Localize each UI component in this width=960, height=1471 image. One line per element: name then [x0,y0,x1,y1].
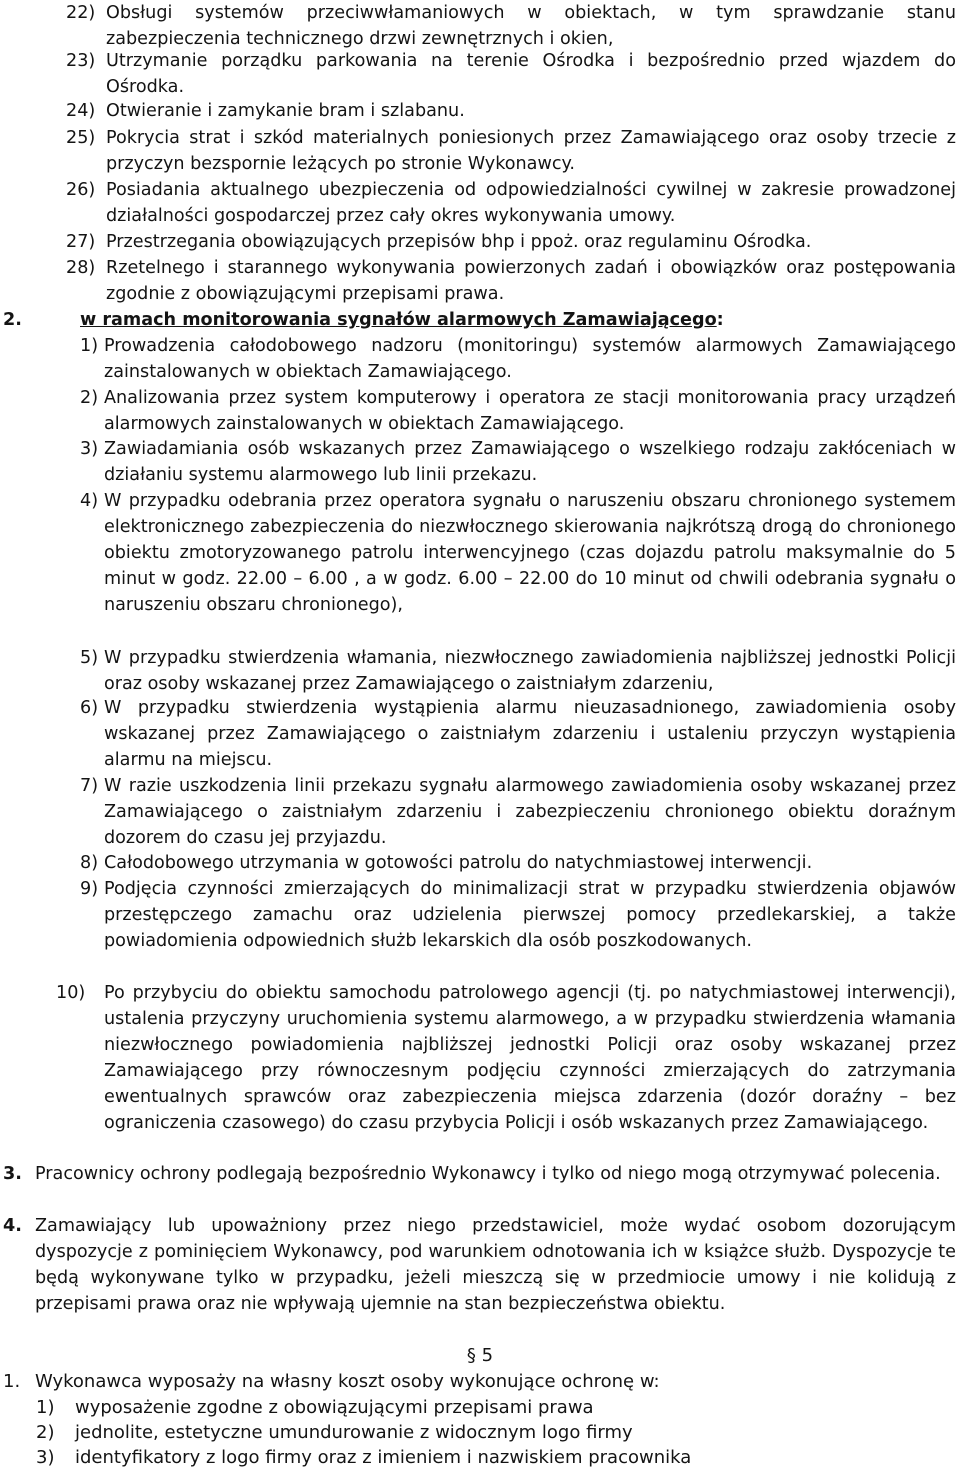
list-item [66,177,956,229]
item-number: 1) [80,336,99,356]
list-item [80,850,956,876]
point-4 [3,1213,956,1317]
section-number: 5 [481,1345,494,1366]
list-item [66,125,956,177]
point-number: 2. [3,310,22,330]
item-number: 25) [66,128,96,148]
point-number: 4. [3,1216,22,1236]
item-number: 6) [80,698,99,718]
item-text: Rzetelnego i starannego wykonywania powierzonych zadań i obowiązków oraz postępowania zgodnie z obowiązującymi przepisami prawa. [106,258,956,304]
list-item [80,876,956,954]
item-number: 26) [66,180,96,200]
list-item [66,48,956,100]
item-number: 9) [80,879,99,899]
item-text: identyfikatory z logo firmy oraz z imieniem i nazwiskiem pracownika [75,1447,692,1468]
list-item [80,436,956,488]
item-number: 3) [80,439,99,459]
point-text: Zamawiający lub upoważniony przez niego przedstawiciel, może wydać osobom dozorującym dyspozycje z pominięciem Wykonawcy, pod warunkiem odnotowania ich w książce służb. Dyspozycje te będą wykonywane tylko w przypadku, jeżeli mieszczą się w przedmiocie umowy i nie kolidują z przepisami prawa oraz nie wpływają ujemnie na stan bezpieczeństwa obiektu. [35,1216,956,1314]
heading-colon: : [716,310,724,330]
point-text: Pracownicy ochrony podlegają bezpośrednio Wykonawcy i tylko od niego mogą otrzymywać polecenia. [35,1164,941,1184]
point-text: Wykonawca wyposaży na własny koszt osoby wykonujące ochronę w: [35,1371,660,1392]
list-item [66,255,956,307]
item-text: Utrzymanie porządku parkowania na terenie Ośrodka i bezpośrednio przed wjazdem do Ośrodka. [106,51,956,97]
item-text: jednolite, estetyczne umundurowanie z widocznym logo firmy [75,1422,633,1443]
point-2-heading [3,307,956,333]
point-3 [3,1161,956,1187]
list-item [80,385,956,437]
paragraph-symbol: § [466,1345,476,1366]
item-number: 28) [66,258,96,278]
item-number: 27) [66,232,96,252]
item-number: 3) [36,1447,55,1468]
item-number: 8) [80,853,99,873]
item-number: 22) [66,3,96,23]
item-number: 1) [36,1397,55,1418]
item-text: Pokrycia strat i szkód materialnych poniesionych przez Zamawiającego oraz osoby trzecie z przyczyn bezspornie leżących po stronie Wykonawcy. [106,128,956,174]
item-text: wyposażenie zgodne z obowiązującymi przepisami prawa [75,1397,594,1418]
item-text: W przypadku odebrania przez operatora sygnału o naruszeniu obszaru chronionego systemem elektronicznego zabezpieczenia do niezwłocznego skierowania najkrótszą drogą do chronionego obiektu zmotoryzowanego patrolu interwencyjnego (czas dojazdu patrolu maksymalnie do 5 minut w godz. 22.00 – 6.00 , a w godz. 6.00 – 22.00 do 10 minut od chwili odebrania sygnału o naruszeniu obszaru chronionego), [104,491,956,615]
item-text: Zawiadamiania osób wskazanych przez Zamawiającego o wszelkiego rodzaju zakłóceniach w działaniu systemu alarmowego lub linii przekazu. [104,439,956,485]
item-text: Prowadzenia całodobowego nadzoru (monitoringu) systemów alarmowych Zamawiającego zainstalowanych w obiektach Zamawiającego. [104,336,956,382]
item-number: 2) [80,388,99,408]
list-item [66,98,956,124]
list-item [66,229,956,255]
section-heading: w ramach monitorowania sygnałów alarmowych Zamawiającego [80,310,717,330]
point-number: 1. [3,1371,21,1392]
item-text: Podjęcia czynności zmierzających do minimalizacji strat w przypadku stwierdzenia objawów przestępczego zamachu oraz udzielenia pierwszej pomocy przedlekarskiej, a także powiadomienia odpowiednich służb lekarskich dla osób poszkodowanych. [104,879,956,951]
list-item [80,695,956,773]
item-number: 10) [56,983,86,1003]
item-number: 4) [80,491,99,511]
item-text: Posiadania aktualnego ubezpieczenia od odpowiedzialności cywilnej w zakresie prowadzonej działalności gospodarczej przez cały okres wykonywania umowy. [106,180,956,226]
item-text: Analizowania przez system komputerowy i operatora ze stacji monitorowania pracy urządzeń alarmowych zainstalowanych w obiektach Zamawiającego. [104,388,956,434]
list-item [80,488,956,618]
item-text: W przypadku stwierdzenia włamania, niezwłocznego zawiadomienia najbliższej jednostki Policji oraz osoby wskazanej przez Zamawiającego o zaistniałym zdarzeniu, [104,648,956,694]
item-text: Po przybyciu do obiektu samochodu patrolowego agencji (tj. po natychmiastowej interwencji), ustalenia przyczyny uruchomienia systemu alarmowego, a w przypadku stwierdzenia włamania niezwłocznego powiadomienia najbliższej jednostki Policji oraz osoby wskazanej przez Zamawiającego przy równoczesnym podjęciu czynności zmierzających do zatrzymania ewentualnych sprawców oraz zabezpieczenia miejsca zdarzenia (dozór doraźny – bez ograniczenia czasowego) do czasu przybycia Policji i osób wskazanych przez Zamawiającego. [104,983,956,1133]
item-number: 24) [66,101,96,121]
list-item [80,773,956,851]
item-number: 7) [80,776,99,796]
point-number: 3. [3,1164,22,1184]
item-number: 23) [66,51,96,71]
item-number: 5) [80,648,99,668]
item-text: Przestrzegania obowiązujących przepisów bhp i ppoż. oraz regulaminu Ośrodka. [106,232,812,252]
list-item [80,333,956,385]
list-item [66,0,956,52]
item-text: W przypadku stwierdzenia wystąpienia alarmu nieuzasadnionego, zawiadomienia osoby wskazanej przez Zamawiającego o zaistniałym zdarzeniu i ustaleniu przyczyn wystąpienia alarmu na miejscu. [104,698,956,770]
list-item [80,645,956,697]
item-text: Obsługi systemów przeciwwłamaniowych w obiektach, w tym sprawdzanie stanu zabezpieczenia technicznego drzwi zewnętrznych i okien, [106,3,956,49]
item-text: Otwieranie i zamykanie bram i szlabanu. [106,101,465,121]
item-number: 2) [36,1422,55,1443]
section-heading-5 [0,1343,960,1369]
item-text: Całodobowego utrzymania w gotowości patrolu do natychmiastowej interwencji. [104,853,813,873]
list-item [56,980,956,1136]
item-text: W razie uszkodzenia linii przekazu sygnału alarmowego zawiadomienia osoby wskazanej przez Zamawiającego o zaistniałym zdarzeniu i zabezpieczeniu chronionego obiektu doraźnym dozorem do czasu jej przyjazdu. [104,776,956,848]
